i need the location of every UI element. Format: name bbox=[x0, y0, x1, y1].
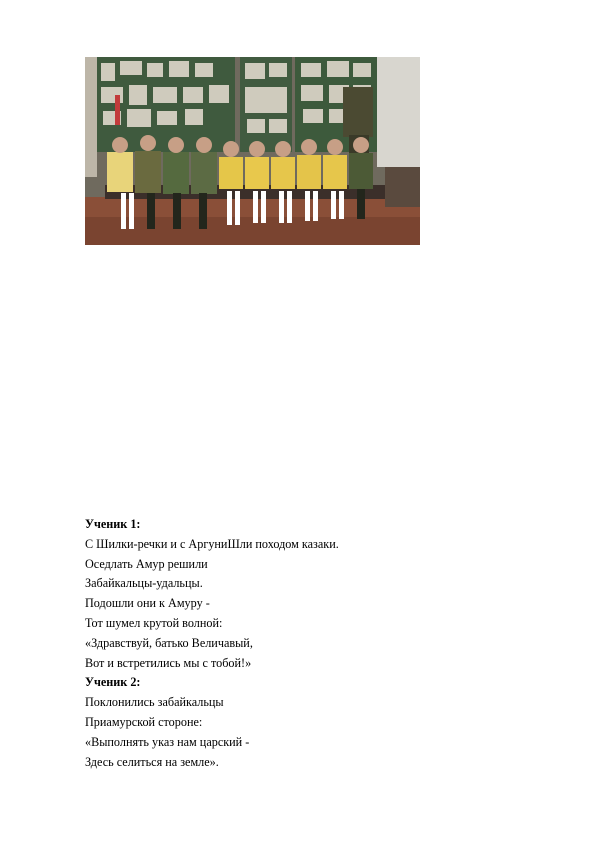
poem-text bbox=[85, 515, 525, 772]
poem-line: Подошли они к Амуру - bbox=[85, 596, 210, 611]
poem-line: «Выполнять указ нам царский - bbox=[85, 734, 250, 749]
group-photo-icon bbox=[85, 57, 420, 245]
speaker-label: Ученик 2: bbox=[85, 675, 141, 690]
poem-line: «Здравствуй, батько Величавый, bbox=[85, 635, 253, 650]
poem-line: Здесь селиться на земле». bbox=[85, 754, 219, 769]
poem-line: Приамурской стороне: bbox=[85, 714, 203, 729]
poem-line: Забайкальцы-удальцы. bbox=[85, 576, 203, 591]
poem-line: Поклонились забайкальцы bbox=[85, 695, 224, 710]
group-photo bbox=[85, 57, 420, 245]
poem-line: Оседлать Амур решили bbox=[85, 556, 208, 571]
poem-line: С Шилки-речки и с АргуниШли походом казаки. bbox=[85, 536, 339, 551]
poem-line: Тот шумел крутой волной: bbox=[85, 615, 223, 630]
poem-line: Вот и встретились мы с тобой!» bbox=[85, 655, 252, 670]
speaker-label: Ученик 1: bbox=[85, 517, 141, 531]
